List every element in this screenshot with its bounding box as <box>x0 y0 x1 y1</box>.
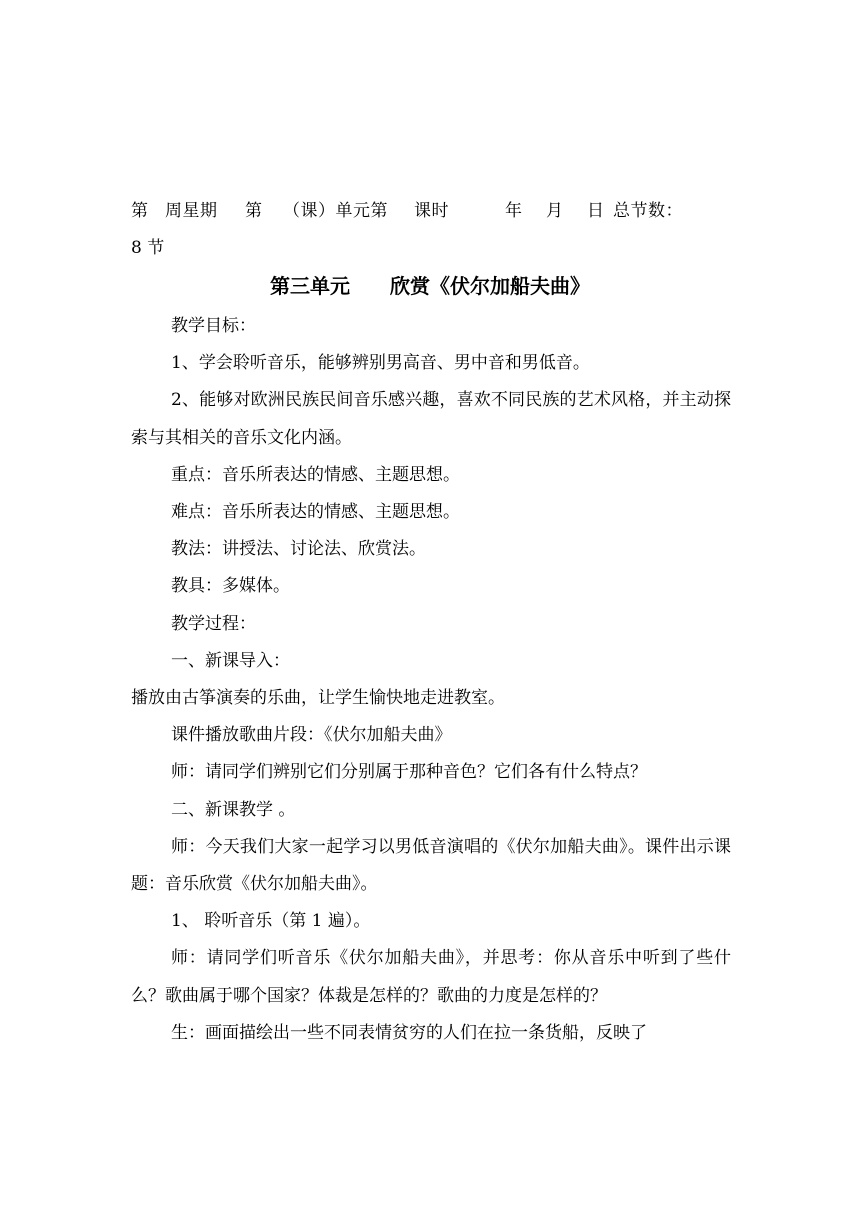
paragraph-objective-2: 2、能够对欧洲民族民间音乐感兴趣，喜欢不同民族的艺术风格，并主动探索与其相关的音乐文化内涵。 <box>131 390 731 448</box>
header-total-value: 8 节 <box>131 238 165 258</box>
header-period: 课时 <box>414 201 449 221</box>
header-total-label: 总节数： <box>613 201 683 221</box>
paragraph-section-1: 一、新课导入： <box>171 650 290 671</box>
paragraph-intro-music: 播放由古筝演奏的乐曲，让学生愉快地走进教室。 <box>131 688 505 709</box>
header-lesson-unit: （课）单元第 <box>283 201 388 221</box>
lesson-title <box>0 268 860 304</box>
title-unit: 第三单元 <box>270 274 350 298</box>
paragraph-teacher-question-1: 师：请同学们辨别它们分别属于那种音色？它们各有什么特点？ <box>171 762 647 783</box>
header-lesson-prefix: 第 <box>245 201 263 221</box>
header-week-day: 周星期 <box>165 201 218 221</box>
paragraph-section-2: 二、新课教学 。 <box>171 799 296 820</box>
paragraph-teacher-question-2: 师：请同学们听音乐《伏尔加船夫曲》，并思考：你从音乐中听到了些什么？歌曲属于哪个国家？体裁是怎样的？歌曲的力度是怎样的？ <box>131 948 731 1006</box>
header-month: 月 <box>546 201 564 221</box>
paragraph-methods: 教法：讲授法、讨论法、欣赏法。 <box>171 539 426 560</box>
lesson-body <box>131 308 731 1052</box>
paragraph-intro-clip: 课件播放歌曲片段：《伏尔加船夫曲》 <box>171 725 452 746</box>
header-week-label: 第 <box>131 201 149 221</box>
paragraph-student-answer: 生：画面描绘出一些不同表情贫穷的人们在拉一条货船，反映了 <box>171 1022 647 1043</box>
paragraph-listen-1: 1、 聆听音乐（第 1 遍）。 <box>171 911 371 932</box>
paragraph-objective-1: 1、学会聆听音乐，能够辨别男高音、男中音和男低音。 <box>171 353 590 374</box>
paragraph-process-heading: 教学过程： <box>171 613 256 634</box>
header-year: 年 <box>505 201 523 221</box>
title-name: 欣赏《伏尔加船夫曲》 <box>390 274 590 298</box>
header-day: 日 <box>587 201 605 221</box>
paragraph-tools: 教具：多媒体。 <box>171 576 290 597</box>
paragraph-objectives-heading: 教学目标： <box>171 316 256 336</box>
paragraph-teacher-intro: 师：今天我们大家一起学习以男低音演唱的《伏尔加船夫曲》。课件出示课题：音乐欣赏《伏尔加船夫曲》。 <box>131 836 731 895</box>
paragraph-key-point: 重点：音乐所表达的情感、主题思想。 <box>171 464 460 485</box>
paragraph-difficulty: 难点：音乐所表达的情感、主题思想。 <box>171 502 460 523</box>
lesson-header <box>131 193 741 230</box>
